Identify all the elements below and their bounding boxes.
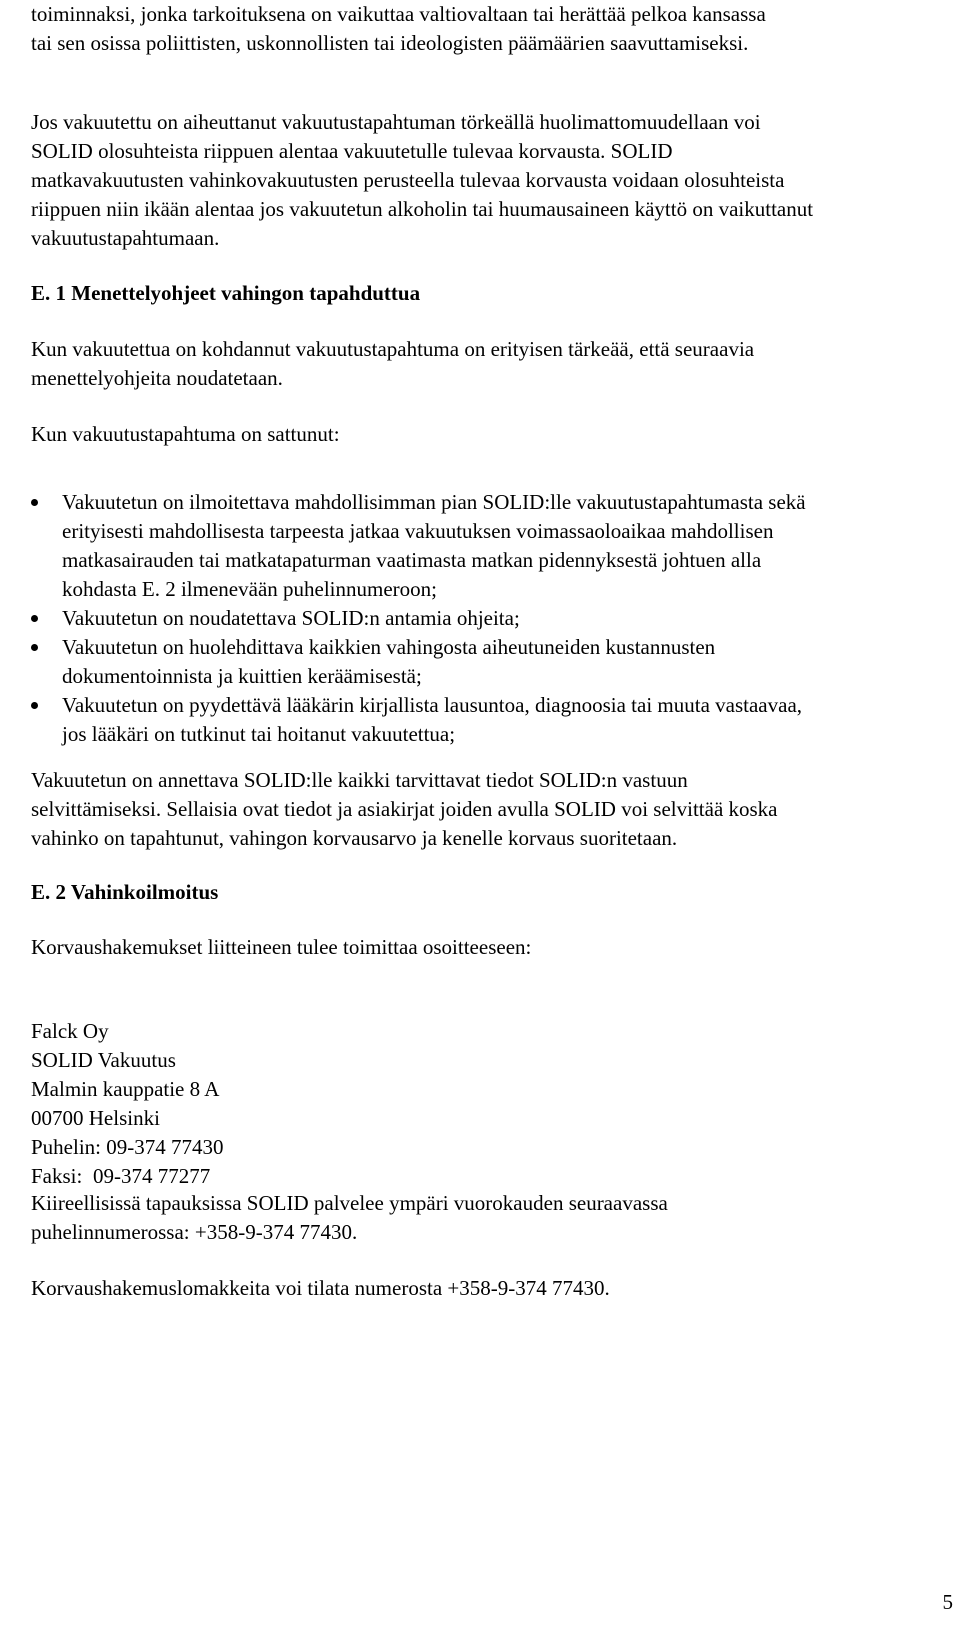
section-e1-closing-paragraph xyxy=(31,766,931,853)
text-line: Jos vakuutettu on aiheuttanut vakuutustapahtuman törkeällä huolimattomuudellaan voi xyxy=(31,110,761,134)
text-line: Vakuutetun on huolehdittava kaikkien vahingosta aiheutuneiden kustannusten xyxy=(62,635,716,659)
gross-negligence-paragraph xyxy=(31,108,931,253)
text-line: kohdasta E. 2 ilmenevään puhelinnumeroon; xyxy=(62,577,437,601)
text-line: Kiireellisissä tapauksissa SOLID palvelee ympäri vuorokauden seuraavassa xyxy=(31,1191,668,1215)
list-item xyxy=(31,691,931,749)
bullet-icon xyxy=(31,499,38,506)
text-line: riippuen niin ikään alentaa jos vakuutetun alkoholin tai huumausaineen käyttö on vaikuttanut xyxy=(31,197,814,221)
text-line: puhelinnumerossa: +358-9-374 77430. xyxy=(31,1220,358,1244)
bullet-icon xyxy=(31,644,38,651)
text-line: SOLID olosuhteista riippuen alentaa vakuutetulle tulevaa korvausta. SOLID xyxy=(31,139,673,163)
address-block xyxy=(31,1017,931,1191)
text-line: jos lääkäri on tutkinut tai hoitanut vakuutettua; xyxy=(62,722,456,746)
bullet-icon xyxy=(31,615,38,622)
text-line: dokumentoinnista ja kuittien keräämisestä; xyxy=(62,664,422,688)
list-item xyxy=(31,633,931,691)
text-line: vakuutustapahtumaan. xyxy=(31,226,220,250)
address-company: Falck Oy xyxy=(31,1019,109,1043)
bullet-icon xyxy=(31,702,38,709)
address-phone: Puhelin: 09-374 77430 xyxy=(31,1135,224,1159)
section-e2-intro: Korvaushakemukset liitteineen tulee toimittaa osoitteeseen: xyxy=(31,935,532,959)
forms-paragraph: Korvaushakemuslomakkeita voi tilata numerosta +358-9-374 77430. xyxy=(31,1276,610,1300)
text-line: Vakuutetun on pyydettävä lääkärin kirjallista lausuntoa, diagnoosia tai muuta vastaavaa, xyxy=(62,693,803,717)
address-postal: 00700 Helsinki xyxy=(31,1106,160,1130)
list-item xyxy=(31,488,931,604)
text-line: Kun vakuutettua on kohdannut vakuutustapahtuma on erityisen tärkeää, että seuraavia xyxy=(31,337,755,361)
text-line: Vakuutetun on annettava SOLID:lle kaikki tarvittavat tiedot SOLID:n vastuun xyxy=(31,768,688,792)
text-line: matkasairauden tai matkatapaturman vaatimasta matkan pidennyksestä johtuen alla xyxy=(62,548,762,572)
intro-continuation-paragraph xyxy=(31,0,931,58)
text-line: tai sen osissa poliittisten, uskonnollisten tai ideologisten päämäärien saavuttamiseksi. xyxy=(31,31,749,55)
instructions-list xyxy=(31,488,931,749)
text-line: selvittämiseksi. Sellaisia ovat tiedot ja asiakirjat joiden avulla SOLID voi selvittää koska xyxy=(31,797,778,821)
text-line: Vakuutetun on ilmoitettava mahdollisimman pian SOLID:lle vakuutustapahtumasta sekä xyxy=(62,490,806,514)
section-e1-heading: E. 1 Menettelyohjeet vahingon tapahduttua xyxy=(31,281,421,305)
text-line: Vakuutetun on noudatettava SOLID:n antamia ohjeita; xyxy=(62,606,520,630)
urgent-contact-paragraph xyxy=(31,1189,931,1247)
section-e1-intro xyxy=(31,335,931,393)
fax-number: 09-374 77277 xyxy=(93,1164,211,1188)
section-e1-lead-in: Kun vakuutustapahtuma on sattunut: xyxy=(31,422,340,446)
text-line: toiminnaksi, jonka tarkoituksena on vaikuttaa valtiovaltaan tai herättää pelkoa kansassa xyxy=(31,2,766,26)
address-fax xyxy=(31,1162,931,1191)
page-number: 5 xyxy=(942,1590,953,1614)
text-line: vahinko on tapahtunut, vahingon korvausarvo ja kenelle korvaus suoritetaan. xyxy=(31,826,678,850)
address-street: Malmin kauppatie 8 A xyxy=(31,1077,220,1101)
address-department: SOLID Vakuutus xyxy=(31,1048,176,1072)
text-line: erityisesti mahdollisesta tarpeesta jatkaa vakuutuksen voimassaoloaikaa mahdollisen xyxy=(62,519,774,543)
text-line: matkavakuutusten vahinkovakuutusten perusteella tulevaa korvausta voidaan olosuhteista xyxy=(31,168,785,192)
list-item xyxy=(31,604,931,633)
text-line: menettelyohjeita noudatetaan. xyxy=(31,366,283,390)
fax-label: Faksi: xyxy=(31,1164,83,1188)
section-e2-heading: E. 2 Vahinkoilmoitus xyxy=(31,880,219,904)
